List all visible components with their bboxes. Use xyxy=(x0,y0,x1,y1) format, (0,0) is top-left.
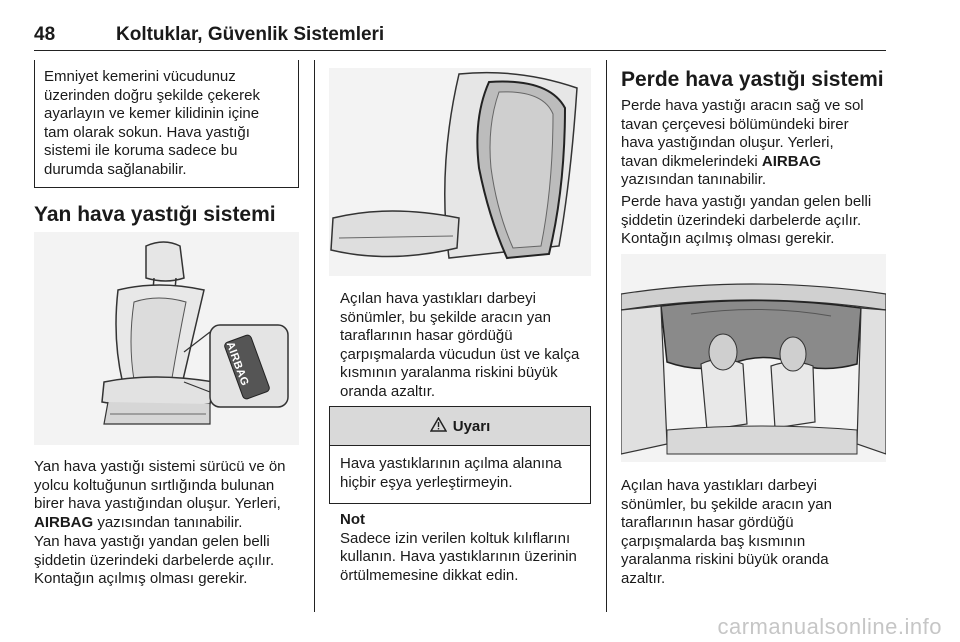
warning-header xyxy=(330,407,590,446)
page-title: Koltuklar, Güvenlik Sistemleri xyxy=(116,24,385,45)
text-line: sönümler, bu şekilde aracın yan xyxy=(340,308,551,326)
warning-triangle-icon xyxy=(430,417,447,436)
text-line: Perde hava yastığı aracın sağ ve sol xyxy=(621,97,864,114)
text-line: hiçbir eşya yerleştirmeyin. xyxy=(340,473,513,491)
text-line: Açılan hava yastıkları darbeyi xyxy=(340,290,536,307)
text-line: kullanın. Hava yastıklarının üzerinin xyxy=(340,548,577,565)
curtain-airbag-drawing xyxy=(621,254,886,462)
text-fragment: yazısından tanınabilir. xyxy=(93,513,243,531)
text-line: Yan hava yastığı yandan gelen belli xyxy=(34,533,270,550)
side-airbag-seat-illustration xyxy=(34,232,299,445)
side-airbag-trigger-text xyxy=(34,533,304,589)
deployed-side-airbag-illustration xyxy=(329,68,591,276)
text-line: hava yastığından oluşur. Yerleri, xyxy=(621,134,834,151)
warning-box xyxy=(329,406,591,504)
text-line: şiddetin üzerindeki darbelerde açılır. xyxy=(621,211,862,229)
text-line: tavan çerçevesi bölümündeki birer xyxy=(621,115,849,133)
deployed-airbag-drawing xyxy=(329,68,591,276)
text-line: Kontağın açılmış olması gerekir. xyxy=(621,230,835,247)
deployed-airbag-description xyxy=(340,290,595,401)
text-line: oranda azaltır. xyxy=(340,382,436,400)
text-line: yazısından tanınabilir. xyxy=(621,171,767,188)
page-header xyxy=(34,22,886,51)
curtain-airbag-section-title: Perde hava yastığı sistemi xyxy=(621,68,884,91)
text-line: Hava yastıklarının açılma alanına xyxy=(340,455,562,472)
warning-text xyxy=(330,446,590,492)
note-section xyxy=(340,511,602,585)
notice-line: durumda sağlanabilir. xyxy=(44,160,187,178)
text-line: Perde hava yastığı yandan gelen belli xyxy=(621,193,872,210)
text-fragment: tavan dikmelerindeki xyxy=(621,152,762,170)
watermark: carmanualsonline.info xyxy=(717,614,942,639)
airbag-bold-term: AIRBAG xyxy=(761,152,822,170)
notice-line: Emniyet kemerini vücudunuz xyxy=(44,68,236,85)
text-line: taraflarının hasar gördüğü xyxy=(340,327,513,344)
warning-title: Uyarı xyxy=(452,417,491,435)
note-title: Not xyxy=(340,511,365,528)
curtain-airbag-location-text xyxy=(621,97,891,190)
text-line: sönümler, bu şekilde aracın yan xyxy=(621,495,832,513)
notice-line: üzerinden doğru şekilde çekerek xyxy=(44,86,260,104)
text-line: taraflarının hasar gördüğü xyxy=(621,514,794,531)
text-line: yolcu koltuğunun sırtlığında bulunan xyxy=(34,476,275,494)
text-line: Kontağın açılmış olması gerekir. xyxy=(34,570,248,587)
notice-line: sistemi ile koruma sadece bu xyxy=(44,142,238,159)
text-line: birer hava yastığından oluşur. Yerleri, xyxy=(34,495,281,512)
text-line: şiddetin üzerindeki darbelerde açılır. xyxy=(34,551,275,569)
text-line: azaltır. xyxy=(621,569,666,587)
text-line xyxy=(34,514,304,533)
notice-line: ayarlayın ve kemer kilidinin içine xyxy=(44,105,260,122)
airbag-bold-term: AIRBAG xyxy=(34,513,94,531)
column-divider-right xyxy=(606,60,607,612)
notice-line: tam olarak sokun. Hava yastığı xyxy=(44,123,250,141)
text-line: örtülmemesine dikkat edin. xyxy=(340,566,519,584)
seat-airbag-drawing xyxy=(34,232,299,445)
text-line: kısmının yaralanma riskini büyük xyxy=(340,364,558,381)
side-airbag-section-title: Yan hava yastığı sistemi xyxy=(34,203,276,226)
text-line xyxy=(621,153,891,172)
curtain-airbag-trigger-text xyxy=(621,193,891,249)
text-line: Sadece izin verilen koltuk kılıflarını xyxy=(340,529,571,547)
text-line: çarpışmalarda vücudun üst ve kalça xyxy=(340,345,580,363)
text-line: çarpışmalarda baş kısmının xyxy=(621,532,806,550)
text-line: Açılan hava yastıkları darbeyi xyxy=(621,477,817,494)
curtain-airbag-effect-text xyxy=(621,477,886,588)
text-line: Yan hava yastığı sistemi sürücü ve ön xyxy=(34,458,286,475)
safety-notice-box xyxy=(34,60,299,188)
text-line: yaralanma riskini büyük oranda xyxy=(621,551,829,568)
side-airbag-description xyxy=(34,458,304,532)
airbag-label-in-illustration: AIRBAG xyxy=(223,340,251,388)
page-number: 48 xyxy=(34,24,56,45)
curtain-airbag-illustration xyxy=(621,254,886,462)
column-divider-left xyxy=(314,60,315,612)
